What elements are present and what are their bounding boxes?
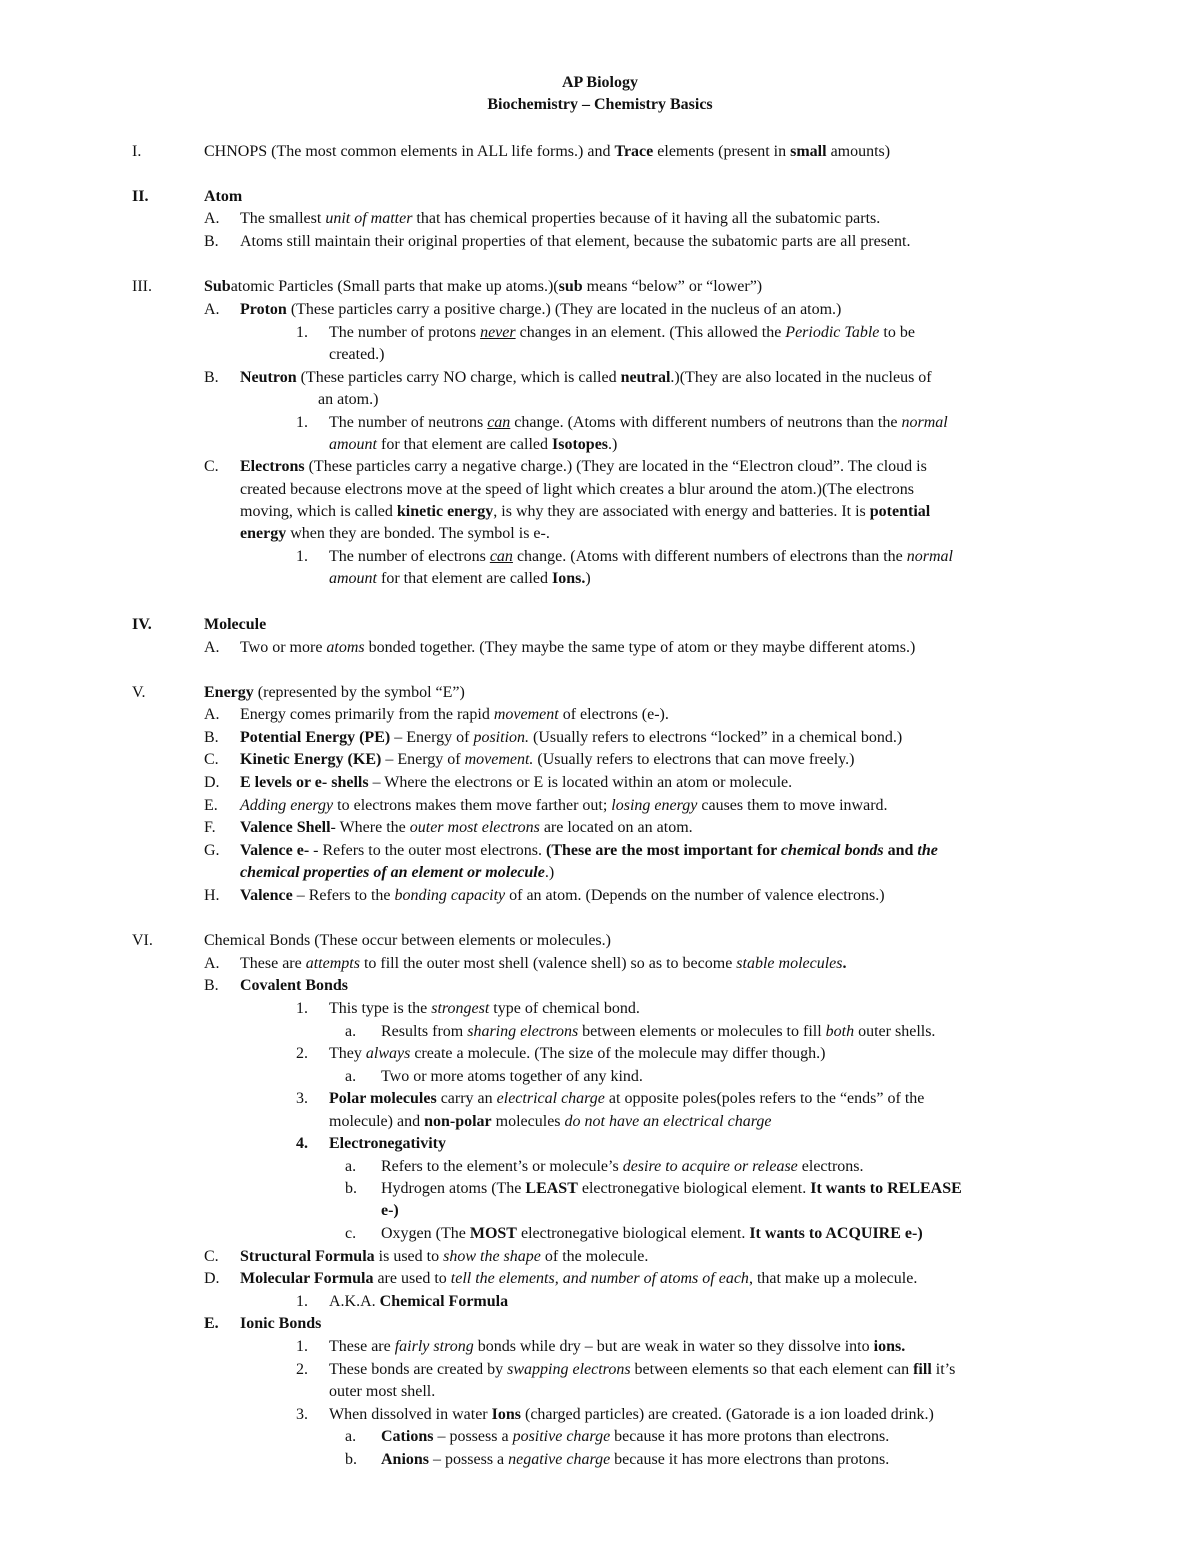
item-letter: A.: [204, 955, 220, 972]
item-letter: B.: [204, 369, 219, 386]
item-number: 4.: [296, 1135, 308, 1152]
list-item: Structural Formula is used to show the shape of the molecule.: [240, 1248, 649, 1265]
item-letter: a.: [345, 1068, 357, 1085]
item-letter: b.: [345, 1180, 357, 1197]
list-item: Refers to the element’s or molecule’s desire to acquire or release electrons.: [381, 1158, 864, 1175]
list-item-cont: amount for that element are called Ions.): [329, 570, 591, 587]
list-item: Results from sharing electrons between elements or molecules to fill both outer shells.: [381, 1023, 936, 1040]
item-letter: A.: [204, 210, 220, 227]
item-number: 1.: [296, 324, 308, 341]
item-number: 1.: [296, 548, 308, 565]
list-item: Electrons (These particles carry a negative charge.) (They are located in the “Electron cloud”. The cloud is: [240, 458, 927, 475]
list-item: Valence Shell- Where the outer most electrons are located on an atom.: [240, 819, 693, 836]
list-item: Energy comes primarily from the rapid movement of electrons (e-).: [240, 706, 669, 723]
item-number: 1.: [296, 414, 308, 431]
list-item: The number of protons never changes in an element. (This allowed the Periodic Table to be: [329, 324, 915, 341]
list-item: Valence – Refers to the bonding capacity of an atom. (Depends on the number of valence electrons.): [240, 887, 885, 904]
list-item-cont: an atom.): [318, 391, 379, 408]
item-letter: D.: [204, 1270, 220, 1287]
list-item: Polar molecules carry an electrical charge at opposite poles(poles refers to the “ends” of the: [329, 1090, 925, 1107]
item-letter: H.: [204, 887, 220, 904]
list-item-cont: created.): [329, 346, 385, 363]
item-number: 3.: [296, 1406, 308, 1423]
item-letter: F.: [204, 819, 216, 836]
item-letter: G.: [204, 842, 220, 859]
list-item-cont: molecule) and non-polar molecules do not have an electrical charge: [329, 1113, 772, 1130]
item-number: 2.: [296, 1361, 308, 1378]
item-number: 1.: [296, 1338, 308, 1355]
document-subtitle: Biochemistry – Chemistry Basics: [487, 96, 713, 113]
list-item: The number of neutrons can change. (Atoms with different numbers of neutrons than the normal: [329, 414, 948, 431]
item-letter: B.: [204, 977, 219, 994]
list-item: Molecular Formula are used to tell the elements, and number of atoms of each, that make up a molecule.: [240, 1270, 918, 1287]
item-letter: a.: [345, 1158, 357, 1175]
list-item: Two or more atoms together of any kind.: [381, 1068, 643, 1085]
list-item-cont: chemical properties of an element or molecule.): [240, 864, 555, 881]
list-item: Electronegativity: [329, 1135, 447, 1152]
item-number: 2.: [296, 1045, 308, 1062]
item-letter: c.: [345, 1225, 357, 1242]
list-item: Cations – possess a positive charge because it has more protons than electrons.: [381, 1428, 890, 1445]
section-number: III.: [132, 278, 152, 295]
list-item: These bonds are created by swapping electrons between elements so that each element can fill it’s: [329, 1361, 956, 1378]
section-number: IV.: [132, 616, 152, 633]
list-item: These are fairly strong bonds while dry – but are weak in water so they dissolve into ions.: [329, 1338, 906, 1355]
section-heading: Energy (represented by the symbol “E”): [204, 684, 465, 701]
list-item: Ionic Bonds: [240, 1315, 322, 1332]
list-item: Adding energy to electrons makes them move farther out; losing energy causes them to move inward.: [240, 797, 888, 814]
list-item-cont: e-): [381, 1202, 399, 1219]
item-letter: B.: [204, 233, 219, 250]
item-letter: a.: [345, 1023, 357, 1040]
list-item: Two or more atoms bonded together. (They maybe the same type of atom or they maybe different atoms.): [240, 639, 916, 656]
list-item: A.K.A. Chemical Formula: [329, 1293, 509, 1310]
list-item-cont: created because electrons move at the speed of light which creates a blur around the atom.)(The electrons: [240, 481, 914, 498]
list-item: Neutron (These particles carry NO charge, which is called neutral.)(They are also located in the nucleus of: [240, 369, 932, 386]
item-letter: C.: [204, 458, 219, 475]
list-item: Proton (These particles carry a positive charge.) (They are located in the nucleus of an atom.): [240, 301, 842, 318]
item-number: 1.: [296, 1293, 308, 1310]
item-letter: E.: [204, 797, 218, 814]
list-item: Kinetic Energy (KE) – Energy of movement. (Usually refers to electrons that can move freely.): [240, 751, 855, 768]
list-item: Potential Energy (PE) – Energy of position. (Usually refers to electrons “locked” in a chemical bond.): [240, 729, 903, 746]
list-item-cont: amount for that element are called Isotopes.): [329, 436, 618, 453]
section-heading: Molecule: [204, 616, 267, 633]
list-item: These are attempts to fill the outer most shell (valence shell) so as to become stable molecules.: [240, 955, 847, 972]
item-letter: a.: [345, 1428, 357, 1445]
section-number: I.: [132, 143, 142, 160]
list-item: E levels or e- shells – Where the electrons or E is located within an atom or molecule.: [240, 774, 793, 791]
section-i-text: CHNOPS (The most common elements in ALL life forms.) and Trace elements (present in small amounts): [204, 143, 891, 160]
list-item: Oxygen (The MOST electronegative biological element. It wants to ACQUIRE e-): [381, 1225, 923, 1242]
item-letter: C.: [204, 751, 219, 768]
item-letter: A.: [204, 301, 220, 318]
section-number: V.: [132, 684, 146, 701]
list-item: Atoms still maintain their original properties of that element, because the subatomic parts are all present.: [240, 233, 911, 250]
item-number: 1.: [296, 1000, 308, 1017]
section-number: II.: [132, 188, 149, 205]
list-item: They always create a molecule. (The size of the molecule may differ though.): [329, 1045, 826, 1062]
list-item: Covalent Bonds: [240, 977, 349, 994]
item-number: 3.: [296, 1090, 308, 1107]
section-number: VI.: [132, 932, 153, 949]
item-letter: E.: [204, 1315, 219, 1332]
list-item-cont: outer most shell.: [329, 1383, 436, 1400]
list-item: Anions – possess a negative charge because it has more electrons than protons.: [381, 1451, 890, 1468]
item-letter: C.: [204, 1248, 219, 1265]
document-title: AP Biology: [561, 74, 638, 91]
list-item: Hydrogen atoms (The LEAST electronegative biological element. It wants to RELEASE: [381, 1180, 962, 1197]
item-letter: A.: [204, 706, 220, 723]
list-item: The smallest unit of matter that has chemical properties because of it having all the subatomic parts.: [240, 210, 881, 227]
list-item: This type is the strongest type of chemical bond.: [329, 1000, 640, 1017]
section-heading: Chemical Bonds (These occur between elements or molecules.): [204, 932, 611, 949]
list-item: The number of electrons can change. (Atoms with different numbers of electrons than the normal: [329, 548, 953, 565]
list-item-cont: energy when they are bonded. The symbol is e-.: [240, 525, 550, 542]
item-letter: b.: [345, 1451, 357, 1468]
item-letter: D.: [204, 774, 220, 791]
item-letter: A.: [204, 639, 220, 656]
item-letter: B.: [204, 729, 219, 746]
section-heading: Atom: [204, 188, 243, 205]
list-item: When dissolved in water Ions (charged particles) are created. (Gatorade is a ion loaded drink.): [329, 1406, 934, 1423]
list-item: Valence e- - Refers to the outer most electrons. (These are the most important for chemical bonds and the: [240, 842, 938, 859]
section-heading: Subatomic Particles (Small parts that make up atoms.)(sub means “below” or “lower”): [204, 278, 763, 295]
list-item-cont: moving, which is called kinetic energy, is why they are associated with energy and batteries. It is potential: [240, 503, 931, 520]
